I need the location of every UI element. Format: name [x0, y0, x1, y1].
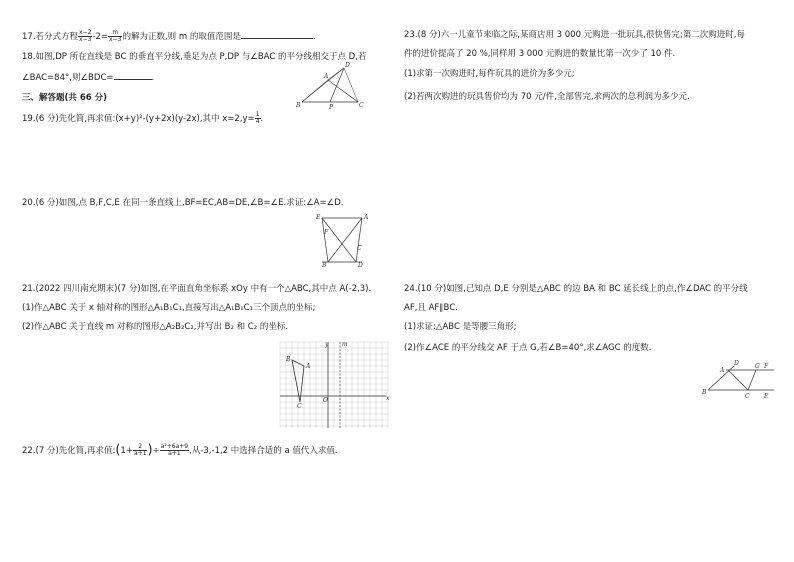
q22: 22.(7 分)先化简,再求值:(1+ $\frac{2}{a+1}$ )÷ $\frac{\text{a²+6a+9}}{a+1}$ ,从-3,-1,2 中选择合适的 a 值代入求值. — [22, 442, 338, 458]
label-G: G — [755, 363, 760, 370]
label-A: A — [720, 367, 725, 374]
figure-21-grid — [276, 340, 392, 430]
q24-line2: AF,且 AF∥BC. — [404, 303, 458, 313]
q23-line1: 23.(8 分)六一儿童节来临之际,某商店用 3 000 元购进一批玩具,很快售完;第二次购进时,每 — [404, 30, 745, 40]
label-D: D — [358, 262, 363, 268]
figure-20 — [314, 210, 374, 268]
q23-line2: 件的进价提高了 20 %,同样用 3 000 元购进的数量比第一次少了 10 件. — [404, 49, 676, 59]
q21-line2: (1)作△ABC 关于 x 轴对称的图形△A₁B₁C₁,直接写出△A₁B₁C₁三个顶点的坐标; — [22, 303, 316, 313]
label-C: C — [297, 403, 302, 410]
q23-line4: (2)若两次购进的玩具售价均为 70 元/件,全部售完,求两次的总利润为多少元. — [404, 92, 690, 102]
q17: 17.若分式方程 $\frac{x-2}{x-3}$ -2= $\frac{m}{x-3}$ 的解为正数,则 m 的取值范围是 . — [22, 29, 316, 43]
fraction: $\frac{m}{x-3}$ — [109, 29, 122, 43]
q24-line3: (1)求证:△ABC 是等腰三角形; — [404, 322, 517, 332]
label-A: A — [324, 73, 329, 80]
answer-blank[interactable] — [241, 29, 313, 39]
answer-blank[interactable] — [114, 70, 152, 80]
fraction: $\frac{\text{a²+6a+9}}{a+1}$ — [160, 443, 189, 457]
fraction: $\frac{2}{a+1}$ — [133, 443, 147, 457]
label-F: F — [764, 363, 769, 370]
label-B: B — [296, 102, 301, 109]
label-B: B — [322, 262, 327, 268]
q21-line3: (2)作△ABC 关于直线 m 对称的图形△A₂B₂C₂,并写出 B₂ 和 C₂ 的坐标. — [22, 322, 289, 332]
q24-line1: 24.(10 分)如图,已知点 D,E 分别是△ABC 的边 BA 和 BC 延长线上的点,作∠DAC 的平分线 — [404, 284, 748, 294]
q19: 19.(6 分)先化简,再求值:(x+y)²-(y+2x)(y-2x),其中 x=2,y= $\frac{1}{4}$ . — [22, 111, 264, 125]
label-y: y — [325, 341, 329, 348]
q23-line3: (1)求第一次购进时,每件玩具的进价为多少元; — [404, 69, 575, 79]
fraction: $\frac{x-2}{x-3}$ — [79, 29, 92, 43]
q18-line2: ∠BAC=84°,则∠BDC= . — [22, 70, 154, 84]
q24-line4: (2)作∠ACE 的平分线交 AF 于点 G,若∠B=40°,求∠AGC 的度数. — [404, 343, 652, 353]
label-x: x — [386, 395, 390, 402]
section-title: 三、解答题(共 66 分) — [22, 93, 108, 103]
label-F: F — [324, 229, 329, 236]
label-A: A — [364, 214, 369, 221]
label-B: B — [702, 389, 707, 396]
label-C: C — [745, 393, 750, 400]
label-D: D — [734, 360, 739, 367]
label-O: O — [323, 397, 328, 404]
label-A: A — [306, 363, 311, 370]
label-E: E — [764, 393, 769, 400]
label-P: P — [329, 104, 334, 110]
label-C: C — [359, 102, 364, 109]
label-B: B — [286, 356, 291, 363]
q20: 20.(6 分)如图,点 B,F,C,E 在同一条直线上,BF=EC,AB=DE,∠B=∠E.求证:∠A=∠D. — [22, 198, 344, 208]
q21-line1: 21.(2022 四川南充期末)(7 分)如图,在平面直角坐标系 xOy 中有一个△ABC,其中点 A(-2,3). — [22, 284, 372, 294]
label-D: D — [345, 62, 350, 69]
figure-24 — [698, 358, 778, 400]
label-E: E — [316, 214, 321, 221]
fraction: $\frac{1}{4}$ — [255, 111, 260, 125]
label-C: C — [357, 245, 362, 252]
label-m: m — [342, 341, 348, 348]
figure-18 — [294, 60, 366, 110]
q18-line1: 18.如图,DP 所在直线是 BC 的垂直平分线,垂足为点 P,DP 与∠BAC 的平分线相交于点 D,若 — [22, 52, 367, 62]
